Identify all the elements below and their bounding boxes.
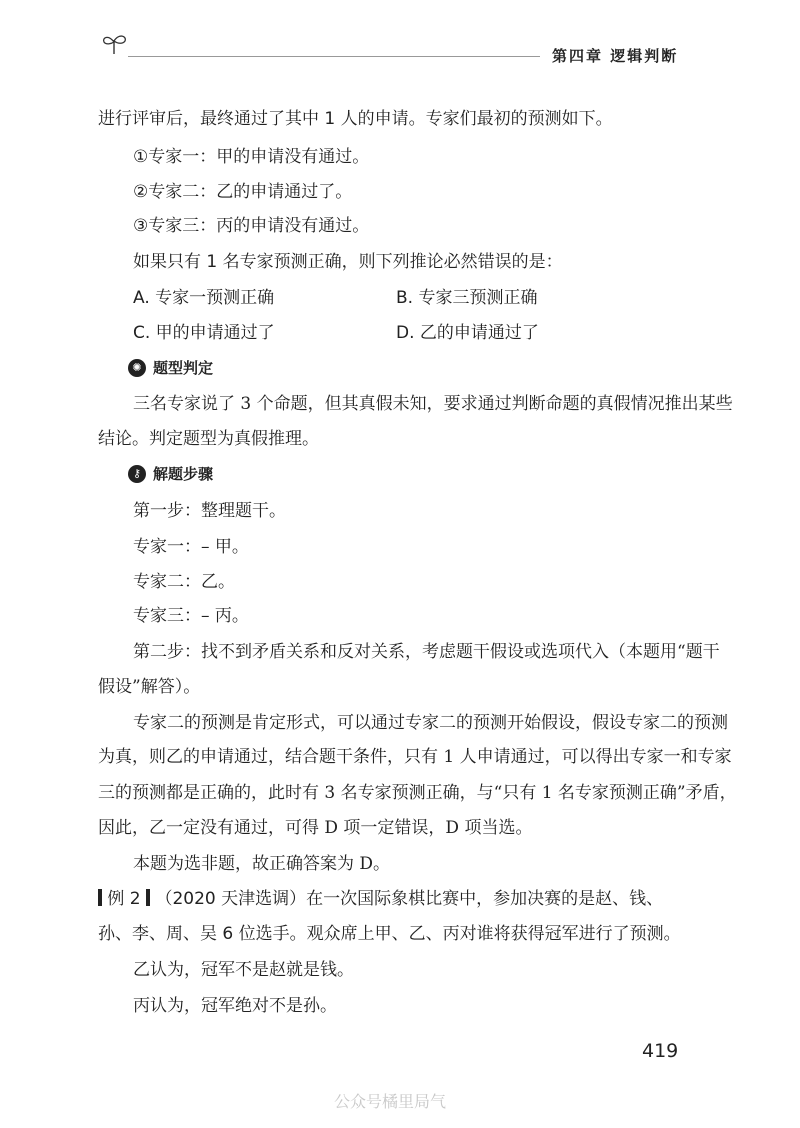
sprout-icon — [100, 32, 130, 56]
example-bar-left — [98, 889, 102, 906]
prediction-3: ③专家三：丙的申请没有通过。 — [133, 216, 370, 236]
analysis-line-2: 为真，则乙的申请通过，结合题干条件，只有 1 人申请通过，可以得出专家一和专家 — [98, 747, 732, 767]
example-2-line-1 — [98, 888, 663, 910]
option-d: D. 乙的申请通过了 — [396, 323, 539, 343]
watermark: 公众号橘里局气 — [334, 1092, 447, 1111]
analysis-line-1: 专家二的预测是肯定形式，可以通过专家二的预测开始假设，假设专家二的预测 — [133, 713, 728, 733]
key-icon: ⚷ — [128, 465, 146, 483]
question-text: 如果只有 1 名专家预测正确，则下列推论必然错误的是： — [133, 252, 563, 272]
section-type-line-1: 三名专家说了 3 个命题，但其真假未知，要求通过判断命题的真假情况推出某些 — [133, 394, 733, 414]
header-rule — [128, 56, 540, 57]
answer-text: 本题为选非题，故正确答案为 D。 — [133, 854, 391, 874]
bing-statement: 丙认为，冠军绝对不是孙。 — [133, 996, 337, 1016]
example-2-text-1: （2020 天津选调）在一次国际象棋比赛中，参加决赛的是赵、钱、 — [155, 889, 664, 909]
analysis-line-3: 三的预测都是正确的，此时有 3 名专家预测正确，与“只有 1 名专家预测正确”矛盾， — [98, 783, 737, 803]
chapter-title: 第四章 逻辑判断 — [552, 47, 679, 65]
option-a: A. 专家一预测正确 — [133, 288, 275, 308]
prediction-1: ①专家一：甲的申请没有通过。 — [133, 147, 370, 167]
section-type-line-2: 结论。判定题型为真假推理。 — [98, 429, 319, 449]
intro-text: 进行评审后，最终通过了其中 1 人的申请。专家们最初的预测如下。 — [98, 109, 613, 129]
option-c: C. 甲的申请通过了 — [133, 323, 275, 343]
step-1: 第一步：整理题干。 — [133, 501, 286, 521]
page-number: 419 — [642, 1040, 679, 1062]
step-2-line-1: 第二步：找不到矛盾关系和反对关系，考虑题干假设或选项代入（本题用“题干 — [133, 642, 720, 662]
analysis-line-4: 因此，乙一定没有通过，可得 D 项一定错误，D 项当选。 — [98, 818, 533, 838]
yi-statement: 乙认为，冠军不是赵就是钱。 — [133, 960, 354, 980]
prediction-2: ②专家二：乙的申请通过了。 — [133, 182, 353, 202]
section-title-type: 题型判定 — [153, 359, 214, 377]
option-b: B. 专家三预测正确 — [396, 288, 538, 308]
step-2-line-2: 假设”解答）。 — [98, 677, 201, 697]
example-bar-right — [146, 889, 150, 906]
section-title-steps: 解题步骤 — [153, 465, 214, 483]
expert-1-formula: 专家一：– 甲。 — [133, 537, 249, 557]
example-2-line-2: 孙、李、周、吴 6 位选手。观众席上甲、乙、丙对谁将获得冠军进行了预测。 — [98, 924, 681, 944]
example-2-label: 例 2 — [107, 889, 141, 909]
gear-icon: ✺ — [128, 359, 146, 377]
expert-3-formula: 专家三：– 丙。 — [133, 606, 249, 626]
expert-2-formula: 专家二：乙。 — [133, 572, 235, 592]
